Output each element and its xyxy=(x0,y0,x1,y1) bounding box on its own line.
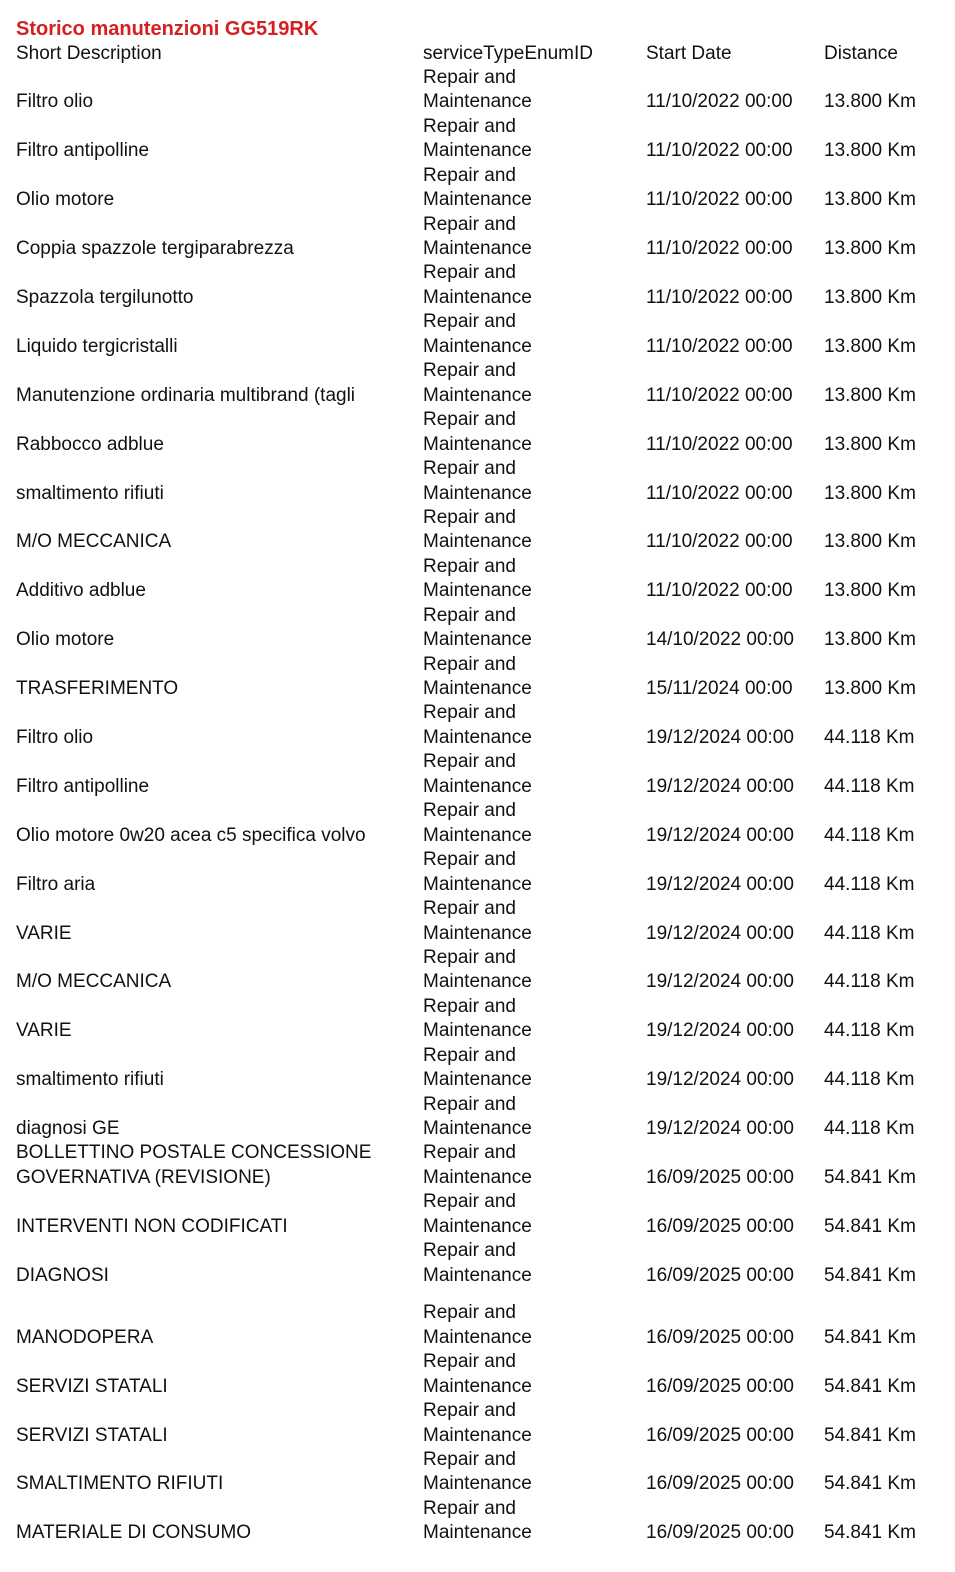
cell-start-date: 16/09/2025 00:00 xyxy=(646,1264,794,1286)
cell-start-date: 19/12/2024 00:00 xyxy=(646,824,794,846)
service-type-line: Repair and xyxy=(423,555,516,577)
table-row xyxy=(16,1142,946,1191)
cell-start-date: 11/10/2022 00:00 xyxy=(646,91,793,113)
service-type-line: Repair and xyxy=(423,458,516,480)
description-line: Olio motore xyxy=(16,189,115,211)
cell-service-type xyxy=(423,750,532,799)
cell-distance: 13.800 Km xyxy=(824,531,916,553)
description-line: Filtro olio xyxy=(16,91,94,113)
service-type-line: Maintenance xyxy=(423,140,532,162)
service-type-line: Repair and xyxy=(423,66,516,88)
cell-distance: 13.800 Km xyxy=(824,433,916,455)
cell-start-date: 16/09/2025 00:00 xyxy=(646,1166,794,1188)
table-row xyxy=(16,262,946,311)
cell-start-date: 19/12/2024 00:00 xyxy=(646,1069,794,1091)
description-line: INTERVENTI NON CODIFICATI xyxy=(16,1215,288,1237)
cell-service-type xyxy=(423,995,532,1044)
description-line: Liquido tergicristalli xyxy=(16,335,178,357)
cell-service-type xyxy=(423,506,532,555)
description-line: Filtro aria xyxy=(16,873,96,895)
header-short-description: Short Description xyxy=(16,43,162,64)
cell-service-type xyxy=(423,1399,532,1448)
service-type-line: Repair and xyxy=(423,115,516,137)
cell-distance: 54.841 Km xyxy=(824,1522,916,1544)
table-row xyxy=(16,1190,946,1239)
cell-short-description xyxy=(16,873,95,898)
description-line: M/O MECCANICA xyxy=(16,971,172,993)
cell-distance: 13.800 Km xyxy=(824,335,916,357)
cell-service-type xyxy=(423,1190,532,1239)
cell-start-date: 19/12/2024 00:00 xyxy=(646,726,794,748)
cell-distance: 44.118 Km xyxy=(824,1118,915,1140)
service-type-line: Repair and xyxy=(423,1351,516,1373)
cell-distance: 54.841 Km xyxy=(824,1375,916,1397)
cell-distance: 54.841 Km xyxy=(824,1473,916,1495)
cell-short-description xyxy=(16,922,72,947)
service-type-line: Maintenance xyxy=(423,922,532,944)
table-row xyxy=(16,1239,946,1288)
cell-service-type xyxy=(423,701,532,750)
cell-short-description xyxy=(16,677,178,702)
table-row xyxy=(16,1288,946,1350)
service-type-line: Repair and xyxy=(423,360,516,382)
service-type-line: Maintenance xyxy=(423,1473,532,1495)
service-type-line: Maintenance xyxy=(423,189,532,211)
cell-short-description xyxy=(16,1215,288,1240)
cell-start-date: 16/09/2025 00:00 xyxy=(646,1522,794,1544)
table-row xyxy=(16,1448,946,1497)
description-line: Spazzola tergilunotto xyxy=(16,286,194,308)
cell-start-date: 11/10/2022 00:00 xyxy=(646,286,793,308)
table-row xyxy=(16,1093,946,1142)
cell-start-date: 11/10/2022 00:00 xyxy=(646,189,793,211)
table-row xyxy=(16,946,946,995)
description-line: M/O MECCANICA xyxy=(16,531,172,553)
description-line: Olio motore xyxy=(16,629,115,651)
cell-distance: 44.118 Km xyxy=(824,775,915,797)
service-type-line: Maintenance xyxy=(423,629,532,651)
cell-distance: 44.118 Km xyxy=(824,1069,915,1091)
table-row xyxy=(16,995,946,1044)
table-row xyxy=(16,164,946,213)
cell-short-description xyxy=(16,433,164,458)
service-type-line: Maintenance xyxy=(423,1424,532,1446)
service-type-line: Maintenance xyxy=(423,1069,532,1091)
table-row xyxy=(16,799,946,848)
table-row xyxy=(16,555,946,604)
cell-service-type xyxy=(423,213,532,262)
description-line: MANODOPERA xyxy=(16,1326,154,1348)
cell-short-description xyxy=(16,1019,72,1044)
cell-short-description xyxy=(16,1424,168,1449)
table-row xyxy=(16,1350,946,1399)
description-line: TRASFERIMENTO xyxy=(16,678,179,700)
table-row xyxy=(16,359,946,408)
table-row xyxy=(16,310,946,359)
table-row xyxy=(16,506,946,555)
service-type-line: Repair and xyxy=(423,1448,516,1470)
cell-start-date: 15/11/2024 00:00 xyxy=(646,678,793,700)
cell-start-date: 19/12/2024 00:00 xyxy=(646,873,794,895)
description-line: SMALTIMENTO RIFIUTI xyxy=(16,1473,224,1495)
service-type-line: Maintenance xyxy=(423,1264,532,1286)
cell-short-description xyxy=(16,286,193,311)
service-type-line: Maintenance xyxy=(423,1166,532,1188)
service-type-line: Maintenance xyxy=(423,91,532,113)
description-line: Filtro antipolline xyxy=(16,775,150,797)
cell-start-date: 11/10/2022 00:00 xyxy=(646,335,793,357)
cell-service-type xyxy=(423,1301,532,1350)
service-type-line: Maintenance xyxy=(423,335,532,357)
service-type-line: Repair and xyxy=(423,1093,516,1115)
cell-short-description xyxy=(16,384,355,409)
table-row xyxy=(16,1497,946,1546)
cell-short-description xyxy=(16,335,178,360)
document xyxy=(16,16,946,1546)
cell-distance: 13.800 Km xyxy=(824,678,916,700)
cell-service-type xyxy=(423,310,532,359)
description-line: Rabbocco adblue xyxy=(16,433,164,455)
cell-service-type xyxy=(423,1044,532,1093)
service-type-line: Maintenance xyxy=(423,824,532,846)
description-line: SERVIZI STATALI xyxy=(16,1424,168,1446)
service-type-line: Repair and xyxy=(423,751,516,773)
cell-distance: 13.800 Km xyxy=(824,140,916,162)
cell-distance: 44.118 Km xyxy=(824,971,915,993)
service-type-line: Maintenance xyxy=(423,531,532,553)
cell-short-description xyxy=(16,1472,223,1497)
cell-start-date: 11/10/2022 00:00 xyxy=(646,531,793,553)
description-line: smaltimento rifiuti xyxy=(16,1069,164,1091)
table-row xyxy=(16,653,946,702)
cell-service-type xyxy=(423,897,532,946)
description-line: BOLLETTINO POSTALE CONCESSIONE xyxy=(16,1142,372,1164)
cell-start-date: 19/12/2024 00:00 xyxy=(646,775,794,797)
header-service-type: serviceTypeEnumID xyxy=(423,43,594,64)
service-type-line: Repair and xyxy=(423,1044,516,1066)
cell-short-description xyxy=(16,824,366,849)
service-type-line: Maintenance xyxy=(423,1118,532,1140)
cell-distance: 13.800 Km xyxy=(824,286,916,308)
cell-short-description xyxy=(16,1375,168,1400)
table-row xyxy=(16,897,946,946)
description-line: VARIE xyxy=(16,922,72,944)
service-type-line: Repair and xyxy=(423,1400,516,1422)
cell-short-description xyxy=(16,237,294,262)
description-line: DIAGNOSI xyxy=(16,1264,109,1286)
cell-short-description xyxy=(16,775,149,800)
cell-service-type xyxy=(423,1350,532,1399)
description-line: Olio motore 0w20 acea c5 specifica volvo xyxy=(16,824,366,846)
cell-start-date: 11/10/2022 00:00 xyxy=(646,238,793,260)
cell-short-description xyxy=(16,90,93,115)
cell-distance: 13.800 Km xyxy=(824,384,916,406)
service-type-line: Maintenance xyxy=(423,384,532,406)
table-row xyxy=(16,750,946,799)
cell-distance: 54.841 Km xyxy=(824,1326,916,1348)
cell-distance: 54.841 Km xyxy=(824,1264,916,1286)
cell-distance: 13.800 Km xyxy=(824,189,916,211)
service-type-line: Repair and xyxy=(423,1142,516,1164)
cell-service-type xyxy=(423,653,532,702)
service-type-line: Repair and xyxy=(423,702,516,724)
service-type-line: Maintenance xyxy=(423,1020,532,1042)
service-type-line: Maintenance xyxy=(423,1522,532,1544)
cell-service-type xyxy=(423,1497,532,1546)
service-type-line: Repair and xyxy=(423,849,516,871)
service-type-line: Repair and xyxy=(423,995,516,1017)
cell-start-date: 19/12/2024 00:00 xyxy=(646,971,794,993)
service-type-line: Repair and xyxy=(423,604,516,626)
table-row xyxy=(16,848,946,897)
cell-distance: 13.800 Km xyxy=(824,482,916,504)
cell-short-description xyxy=(16,530,171,555)
cell-service-type xyxy=(423,1448,532,1497)
description-line: smaltimento rifiuti xyxy=(16,482,164,504)
service-type-line: Repair and xyxy=(423,653,516,675)
cell-start-date: 19/12/2024 00:00 xyxy=(646,1118,794,1140)
header-start-date: Start Date xyxy=(646,43,732,64)
table-row xyxy=(16,604,946,653)
service-type-line: Repair and xyxy=(423,262,516,284)
cell-start-date: 11/10/2022 00:00 xyxy=(646,140,793,162)
description-line: Coppia spazzole tergiparabrezza xyxy=(16,238,294,260)
table-row xyxy=(16,213,946,262)
cell-start-date: 11/10/2022 00:00 xyxy=(646,384,793,406)
table-row xyxy=(16,457,946,506)
cell-short-description xyxy=(16,139,149,164)
table-header xyxy=(16,42,946,66)
service-type-line: Repair and xyxy=(423,1497,516,1519)
description-line: MATERIALE DI CONSUMO xyxy=(16,1522,252,1544)
table-row xyxy=(16,1044,946,1093)
description-line: diagnosi GE xyxy=(16,1118,120,1140)
cell-start-date: 11/10/2022 00:00 xyxy=(646,580,793,602)
cell-service-type xyxy=(423,799,532,848)
cell-service-type xyxy=(423,946,532,995)
cell-distance: 13.800 Km xyxy=(824,91,916,113)
cell-start-date: 11/10/2022 00:00 xyxy=(646,482,793,504)
service-type-line: Repair and xyxy=(423,311,516,333)
cell-distance: 44.118 Km xyxy=(824,922,915,944)
cell-service-type xyxy=(423,1239,532,1288)
table-row xyxy=(16,702,946,751)
table-body xyxy=(16,66,946,1546)
service-type-line: Repair and xyxy=(423,1240,516,1262)
cell-distance: 13.800 Km xyxy=(824,629,916,651)
cell-service-type xyxy=(423,457,532,506)
description-line: GOVERNATIVA (REVISIONE) xyxy=(16,1166,271,1188)
service-type-line: Maintenance xyxy=(423,580,532,602)
service-type-line: Maintenance xyxy=(423,482,532,504)
cell-service-type xyxy=(423,1141,532,1190)
service-type-line: Repair and xyxy=(423,898,516,920)
cell-distance: 54.841 Km xyxy=(824,1424,916,1446)
description-line: Filtro antipolline xyxy=(16,140,150,162)
cell-distance: 54.841 Km xyxy=(824,1215,916,1237)
cell-short-description xyxy=(16,1141,371,1190)
cell-distance: 44.118 Km xyxy=(824,1020,915,1042)
cell-service-type xyxy=(423,66,532,115)
table-row xyxy=(16,408,946,457)
cell-service-type xyxy=(423,1093,532,1142)
cell-short-description xyxy=(16,628,114,653)
cell-start-date: 19/12/2024 00:00 xyxy=(646,922,794,944)
service-type-line: Maintenance xyxy=(423,775,532,797)
service-type-line: Maintenance xyxy=(423,1326,532,1348)
cell-service-type xyxy=(423,604,532,653)
service-type-line: Maintenance xyxy=(423,1215,532,1237)
service-type-line: Repair and xyxy=(423,1191,516,1213)
cell-distance: 54.841 Km xyxy=(824,1166,916,1188)
service-type-line: Repair and xyxy=(423,164,516,186)
cell-distance: 44.118 Km xyxy=(824,824,915,846)
service-type-line: Maintenance xyxy=(423,238,532,260)
cell-short-description xyxy=(16,1117,120,1142)
table-row xyxy=(16,1399,946,1448)
cell-distance: 44.118 Km xyxy=(824,726,915,748)
cell-short-description xyxy=(16,1326,153,1351)
cell-distance: 44.118 Km xyxy=(824,873,915,895)
page-title: Storico manutenzioni GG519RK xyxy=(16,18,319,40)
service-type-line: Maintenance xyxy=(423,433,532,455)
cell-service-type xyxy=(423,555,532,604)
cell-service-type xyxy=(423,115,532,164)
cell-service-type xyxy=(423,408,532,457)
description-line: Additivo adblue xyxy=(16,580,146,602)
cell-short-description xyxy=(16,1521,251,1546)
cell-short-description xyxy=(16,726,93,751)
service-type-line: Repair and xyxy=(423,946,516,968)
cell-start-date: 16/09/2025 00:00 xyxy=(646,1473,794,1495)
description-line: VARIE xyxy=(16,1020,72,1042)
description-line: Filtro olio xyxy=(16,726,94,748)
cell-start-date: 16/09/2025 00:00 xyxy=(646,1424,794,1446)
cell-service-type xyxy=(423,164,532,213)
service-type-line: Maintenance xyxy=(423,678,532,700)
cell-short-description xyxy=(16,482,164,507)
cell-start-date: 16/09/2025 00:00 xyxy=(646,1326,794,1348)
service-type-line: Repair and xyxy=(423,506,516,528)
cell-start-date: 14/10/2022 00:00 xyxy=(646,629,794,651)
service-type-line: Repair and xyxy=(423,213,516,235)
cell-short-description xyxy=(16,1068,164,1093)
service-type-line: Maintenance xyxy=(423,971,532,993)
cell-short-description xyxy=(16,970,171,995)
cell-service-type xyxy=(423,848,532,897)
service-type-line: Maintenance xyxy=(423,286,532,308)
service-type-line: Maintenance xyxy=(423,1375,532,1397)
header-distance: Distance xyxy=(824,43,898,64)
cell-short-description xyxy=(16,188,114,213)
service-type-line: Repair and xyxy=(423,800,516,822)
cell-start-date: 16/09/2025 00:00 xyxy=(646,1375,794,1397)
service-type-line: Maintenance xyxy=(423,873,532,895)
cell-short-description xyxy=(16,579,146,604)
cell-distance: 13.800 Km xyxy=(824,580,916,602)
cell-service-type xyxy=(423,261,532,310)
service-type-line: Repair and xyxy=(423,1302,516,1324)
cell-start-date: 11/10/2022 00:00 xyxy=(646,433,793,455)
description-line: SERVIZI STATALI xyxy=(16,1375,168,1397)
cell-service-type xyxy=(423,359,532,408)
service-type-line: Repair and xyxy=(423,409,516,431)
table-row xyxy=(16,66,946,115)
cell-start-date: 19/12/2024 00:00 xyxy=(646,1020,794,1042)
cell-distance: 13.800 Km xyxy=(824,238,916,260)
description-line: Manutenzione ordinaria multibrand (tagli xyxy=(16,384,356,406)
cell-short-description xyxy=(16,1264,109,1289)
table-row xyxy=(16,115,946,164)
cell-start-date: 16/09/2025 00:00 xyxy=(646,1215,794,1237)
service-type-line: Maintenance xyxy=(423,726,532,748)
